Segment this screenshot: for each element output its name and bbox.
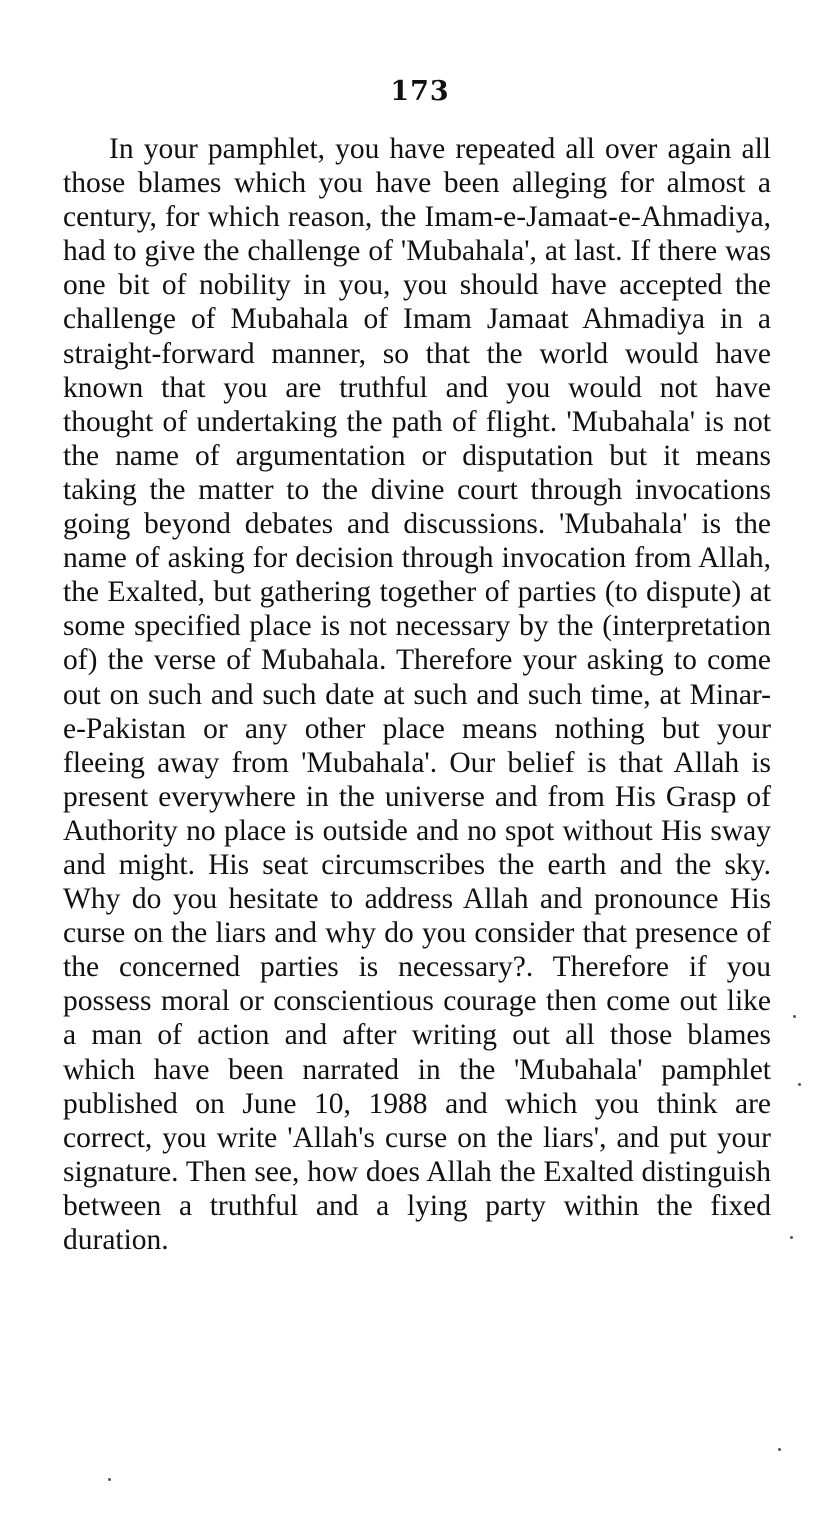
scan-speck xyxy=(778,1448,781,1451)
page-number: 173 xyxy=(390,76,450,107)
scan-speck xyxy=(798,1083,801,1086)
body-text xyxy=(63,132,771,1257)
scan-speck xyxy=(108,1478,111,1481)
paragraph: In your pamphlet, you have repeated all over again all those blames which you have been alleging for almost a century, for which reason, the Imam-e-Jamaat-e-Ahmadiya, had to give the challenge of 'Mubahala', at last. If there was one bit of nobility in you, you should have accepted the challenge of Mubahala of Imam Jamaat Ahmadiya in a straight-forward manner, so that the world would have known that you are truthful and you would not have thought of undertaking the path of flight. 'Mubahala' is not the name of argumentation or disputation but it means taking the matter to the divine court through invocations going beyond debates and discussions. 'Mubahala' is the name of asking for decision through invocation from Allah, the Exalted, but gathering together of parties (to dispute) at some specified place is not necessary by the (interpretation of) the verse of Mubahala. Therefore your asking to come out on such and such date at such and such time, at Minar-e-Pakistan or any other place means nothing but your fleeing away from 'Mubahala'. Our belief is that Allah is present everywhere in the universe and from His Grasp of Authority no place is outside and no spot without His sway and might. His seat circumscribes the earth and the sky. Why do you hesitate to address Allah and pronounce His curse on the liars and why do you consider that presence of the concerned parties is necessary?. Therefore if you possess moral or conscientious courage then come out like a man of action and after writing out all those blames which have been narrated in the 'Mubahala' pamphlet published on June 10, 1988 and which you think are correct, you write 'Allah's curse on the liars', and put your signature. Then see, how does Allah the Exalted distinguish between a truthful and a lying party within the fixed duration. xyxy=(63,133,771,1256)
scan-speck xyxy=(793,1015,796,1018)
scan-speck xyxy=(790,1236,793,1239)
